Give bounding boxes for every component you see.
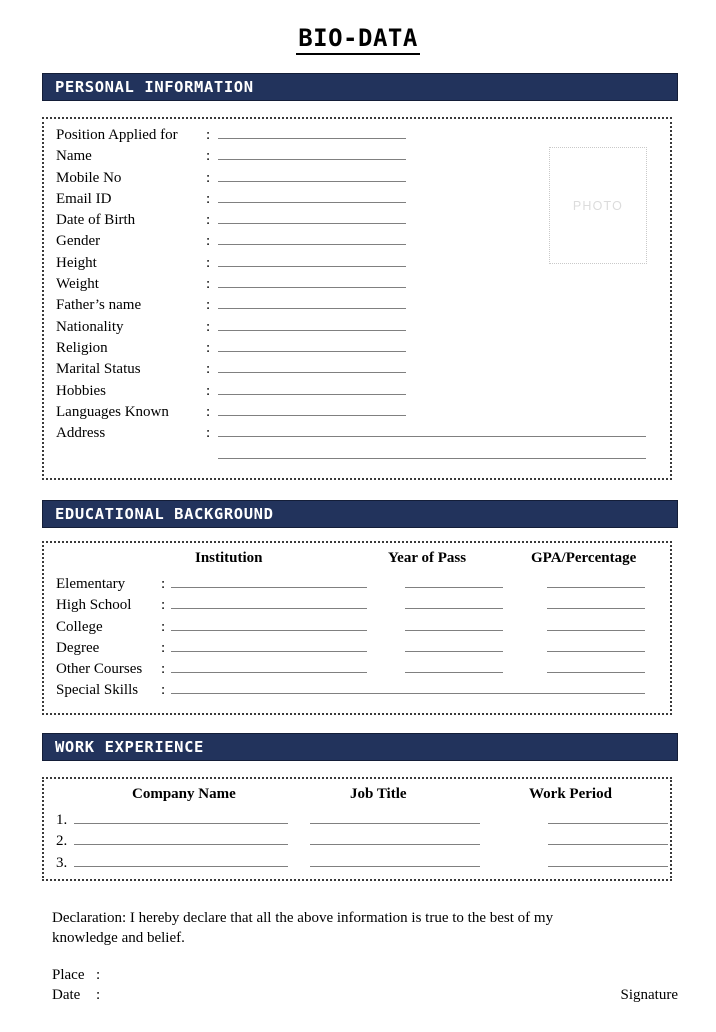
field-row-nationality <box>56 317 646 338</box>
field-row-marital-status <box>56 359 646 380</box>
education-input-institution-degree[interactable] <box>171 638 367 652</box>
field-label-languages-known: Languages Known <box>56 403 169 420</box>
work-experience-panel <box>42 777 672 881</box>
footer-place-date-block <box>52 965 108 1005</box>
field-colon: : <box>206 148 211 165</box>
field-row-position-applied-for <box>56 125 646 146</box>
work-input-company-1[interactable] <box>74 810 288 824</box>
field-input-gender[interactable] <box>218 231 406 245</box>
work-input-work-period-1[interactable] <box>548 810 668 824</box>
field-label-address: Address <box>56 425 106 442</box>
education-row-college <box>56 617 645 638</box>
field-label-gender: Gender <box>56 233 101 250</box>
education-column-header-year-of-pass: Year of Pass <box>388 550 467 566</box>
section-header-work-experience <box>42 733 678 761</box>
field-input-email-id[interactable] <box>218 189 406 203</box>
work-input-company-2[interactable] <box>74 831 288 845</box>
field-colon: : <box>206 190 211 207</box>
education-input-gpa-elementary[interactable] <box>547 574 645 588</box>
field-colon: : <box>206 339 211 356</box>
work-row-list <box>56 810 668 874</box>
education-row-label-other-courses: Other Courses <box>56 661 143 678</box>
field-colon: : <box>206 425 211 442</box>
field-colon: : <box>206 403 211 420</box>
education-row-other-courses <box>56 659 645 680</box>
field-input-date-of-birth[interactable] <box>218 210 406 224</box>
section-header-educational-background <box>42 500 678 528</box>
photo-upload-box[interactable] <box>549 147 647 264</box>
work-row-2 <box>56 831 668 852</box>
section-header-work-experience-label: WORK EXPERIENCE <box>55 738 204 756</box>
work-column-headers <box>44 786 670 806</box>
work-row-number-2: 2. <box>56 833 68 850</box>
field-input-position-applied-for[interactable] <box>218 125 406 139</box>
field-input-address-line-2[interactable] <box>218 445 646 459</box>
field-row-religion <box>56 338 646 359</box>
work-input-job-title-1[interactable] <box>310 810 480 824</box>
field-row-hobbies <box>56 381 646 402</box>
field-input-fathers-name[interactable] <box>218 295 406 309</box>
field-label-name: Name <box>56 148 92 165</box>
footer-colon: : <box>96 987 101 1003</box>
education-row-colon: : <box>161 661 166 678</box>
field-label-date-of-birth: Date of Birth <box>56 212 136 229</box>
field-input-mobile-no[interactable] <box>218 168 406 182</box>
photo-placeholder-label: PHOTO <box>572 198 624 213</box>
work-row-3 <box>56 853 668 874</box>
education-column-headers <box>44 550 670 570</box>
education-row-colon: : <box>161 618 166 635</box>
education-column-header-institution: Institution <box>195 550 263 566</box>
field-input-height[interactable] <box>218 253 406 267</box>
field-colon: : <box>206 127 211 143</box>
field-colon: : <box>206 254 211 271</box>
education-input-gpa-other-courses[interactable] <box>547 659 645 673</box>
education-row-list <box>56 574 645 702</box>
education-row-elementary <box>56 574 645 595</box>
footer-row-place <box>52 965 108 985</box>
education-input-institution-other-courses[interactable] <box>171 659 367 673</box>
footer-row-date <box>52 985 108 1005</box>
work-row-number-3: 3. <box>56 854 68 871</box>
field-label-nationality: Nationality <box>56 318 124 335</box>
field-label-mobile-no: Mobile No <box>56 169 122 186</box>
education-input-year-college[interactable] <box>405 617 503 631</box>
education-input-institution-college[interactable] <box>171 617 367 631</box>
field-label-height: Height <box>56 254 97 271</box>
work-column-header-company-name: Company Name <box>132 786 236 802</box>
field-input-name[interactable] <box>218 146 406 160</box>
declaration-text: Declaration: I hereby declare that all the above information is true to the best of my knowledge and belief. <box>52 910 554 946</box>
education-input-gpa-degree[interactable] <box>547 638 645 652</box>
education-row-degree <box>56 638 645 659</box>
education-input-year-degree[interactable] <box>405 638 503 652</box>
field-label-religion: Religion <box>56 339 108 356</box>
work-column-header-work-period: Work Period <box>529 786 612 802</box>
field-label-email-id: Email ID <box>56 190 112 207</box>
education-column-header-gpa-percentage: GPA/Percentage <box>531 550 637 566</box>
field-input-weight[interactable] <box>218 274 406 288</box>
personal-information-panel <box>42 117 672 480</box>
field-row-languages-known <box>56 402 646 423</box>
education-input-institution-high-school[interactable] <box>171 595 367 609</box>
education-row-colon: : <box>161 682 166 699</box>
field-row-fathers-name <box>56 295 646 316</box>
education-row-label-high-school: High School <box>56 597 132 614</box>
field-colon: : <box>206 361 211 378</box>
field-row-address <box>56 423 646 444</box>
page-title: BIO-DATA <box>296 25 420 55</box>
field-input-religion[interactable] <box>218 338 406 352</box>
section-header-educational-background-label: EDUCATIONAL BACKGROUND <box>55 505 274 523</box>
field-label-marital-status: Marital Status <box>56 361 141 378</box>
field-input-address-line-1[interactable] <box>218 423 646 437</box>
footer-label-place: Place <box>52 967 85 983</box>
field-label-fathers-name: Father’s name <box>56 297 142 314</box>
work-row-1 <box>56 810 668 831</box>
field-input-hobbies[interactable] <box>218 381 406 395</box>
education-row-label-college: College <box>56 618 103 635</box>
field-colon: : <box>206 233 211 250</box>
work-input-job-title-3[interactable] <box>310 853 480 867</box>
field-input-languages-known[interactable] <box>218 402 406 416</box>
field-colon: : <box>206 169 211 186</box>
work-input-work-period-3[interactable] <box>548 853 668 867</box>
education-row-colon: : <box>161 639 166 656</box>
field-input-address-line-2-wrap <box>218 445 646 464</box>
field-row-weight <box>56 274 646 295</box>
education-input-institution-elementary[interactable] <box>171 574 367 588</box>
footer-colon: : <box>96 967 101 983</box>
education-input-year-high-school[interactable] <box>405 595 503 609</box>
work-input-job-title-2[interactable] <box>310 831 480 845</box>
education-input-year-other-courses[interactable] <box>405 659 503 673</box>
education-row-label-special-skills: Special Skills <box>56 682 139 699</box>
field-label-weight: Weight <box>56 276 99 293</box>
work-row-number-1: 1. <box>56 812 68 828</box>
education-row-special-skills <box>56 680 645 701</box>
field-label-hobbies: Hobbies <box>56 382 106 399</box>
field-input-nationality[interactable] <box>218 317 406 331</box>
education-input-year-elementary[interactable] <box>405 574 503 588</box>
work-column-header-job-title: Job Title <box>350 786 407 802</box>
education-input-special-skills[interactable] <box>171 680 645 694</box>
work-input-work-period-2[interactable] <box>548 831 668 845</box>
education-row-colon: : <box>161 597 166 614</box>
section-header-personal-information-label: PERSONAL INFORMATION <box>55 78 254 96</box>
education-row-label-degree: Degree <box>56 639 100 656</box>
field-colon: : <box>206 212 211 229</box>
field-colon: : <box>206 318 211 335</box>
field-label-position-applied-for: Position Applied for <box>56 127 178 143</box>
document-title-area <box>0 25 716 55</box>
education-input-gpa-high-school[interactable] <box>547 595 645 609</box>
field-input-marital-status[interactable] <box>218 359 406 373</box>
field-colon: : <box>206 276 211 293</box>
work-input-company-3[interactable] <box>74 853 288 867</box>
section-header-personal-information <box>42 73 678 101</box>
education-row-colon: : <box>161 576 166 592</box>
field-colon: : <box>206 297 211 314</box>
education-input-gpa-college[interactable] <box>547 617 645 631</box>
signature-label: Signature <box>620 987 678 1003</box>
education-row-high-school <box>56 595 645 616</box>
educational-background-panel <box>42 541 672 715</box>
education-row-label-elementary: Elementary <box>56 576 126 592</box>
field-colon: : <box>206 382 211 399</box>
footer-label-date: Date <box>52 987 81 1003</box>
